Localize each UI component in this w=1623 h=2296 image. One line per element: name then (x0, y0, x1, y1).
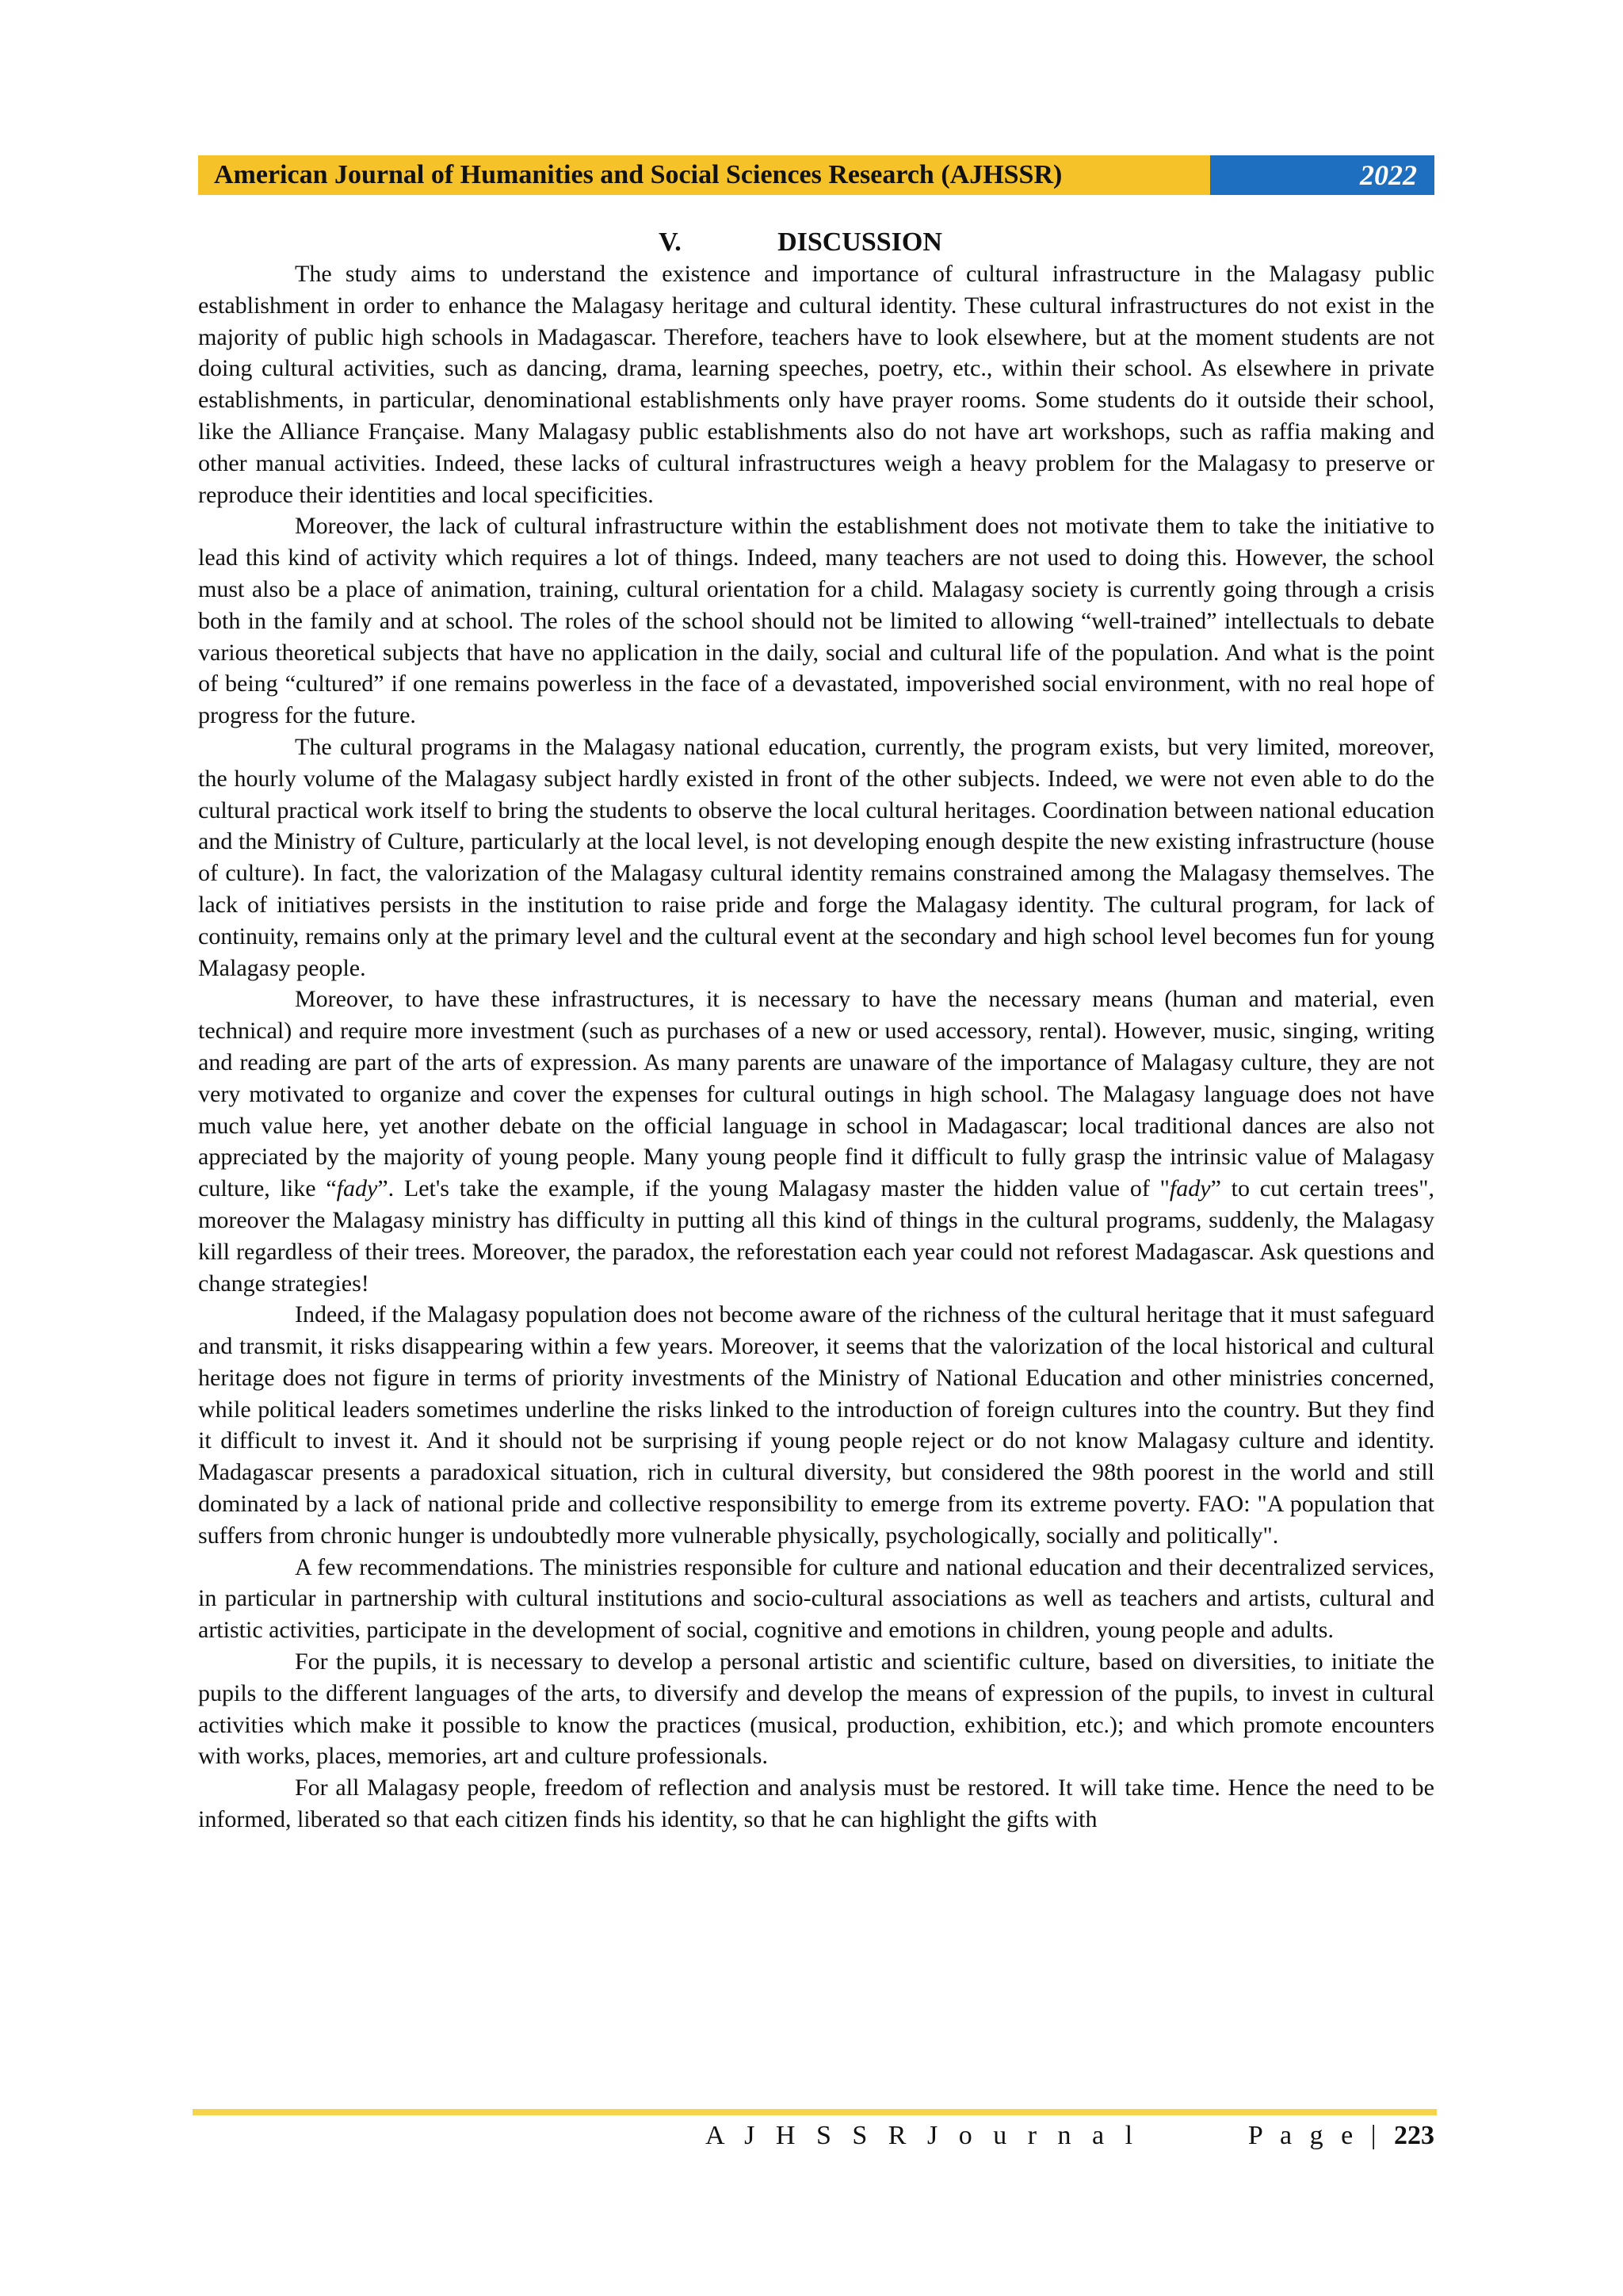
paragraph (198, 1772, 1434, 1836)
text-run: ” to cut certain trees", moreover the Malagasy ministry has difficulty in putting all this kind of things in the cultural programs, suddenly, the Malagasy kill regardless of their trees. Moreover, the paradox, the reforestation each year could not reforest Madagascar. Ask questions and change strategies! (198, 1175, 1434, 1297)
journal-year: 2022 (1210, 155, 1434, 195)
section-title: DISCUSSION (777, 227, 942, 257)
paragraph (198, 1646, 1434, 1772)
page-footer (198, 2121, 1434, 2160)
text-run: Moreover, to have these infrastructures, it is necessary to have the necessary means (human and material, even technical) and require more investment (such as purchases of a new or used accessory, rental). However, music, singing, writing and reading are part of the arts of expression. As many parents are unaware of the importance of Malagasy culture, they are not very motivated to organize and cover the expenses for cultural outings in high school. The Malagasy language does not have much value here, yet another debate on the official language in school in Madagascar; local traditional dances are also not appreciated by the majority of young people. Many young people find it difficult to fully grasp the intrinsic value of Malagasy culture, like “ (198, 986, 1434, 1202)
italic-term: fady (336, 1175, 378, 1202)
journal-header (198, 155, 1434, 195)
text-run: A few recommendations. The ministries responsible for culture and national education and their decentralized services, in particular in partnership with cultural institutions and socio-cultural associations as well as teachers and artists, cultural and artistic activities, participate in the development of social, cognitive and emotions in children, young people and adults. (198, 1553, 1434, 1644)
section-number: V. (659, 227, 682, 257)
section-heading (198, 227, 1434, 258)
paragraph (198, 1299, 1434, 1551)
paragraph (198, 258, 1434, 510)
paragraph (198, 984, 1434, 1299)
italic-term: fady (1169, 1175, 1211, 1202)
footer-page (1248, 2121, 1434, 2151)
text-run: Indeed, if the Malagasy population does not become aware of the richness of the cultural heritage that it must safeguard and transmit, it risks disappearing within a few years. Moreover, it seems that the valorization of the local historical and cultural heritage does not figure in terms of priority investments of the Ministry of National Education and other ministries concerned, while political leaders sometimes underline the risks linked to the introduction of foreign cultures into the country. But they find it difficult to invest it. And it should not be surprising if young people reject or do not know Malagasy culture and identity. Madagascar presents a paradoxical situation, rich in cultural diversity, but considered the 98th poorest in the world and still dominated by a lack of national pride and collective responsibility to emerge from its extreme poverty. FAO: "A population that suffers from chronic hunger is undoubtedly more vulnerable physically, psychologically, socially and politically". (198, 1301, 1434, 1549)
text-run: For the pupils, it is necessary to develop a personal artistic and scientific culture, based on diversities, to initiate the pupils to the different languages of the arts, to diversify and develop the means of expression of the pupils, to invest in cultural activities which make it possible to know the practices (musical, production, exhibition, etc.); and which promote encounters with works, places, memories, art and culture professionals. (198, 1648, 1434, 1770)
text-run: ”. Let's take the example, if the young Malagasy master the hidden value of " (377, 1175, 1170, 1202)
page-label: P a g e | (1247, 2121, 1394, 2150)
article-body (198, 227, 1434, 1836)
text-run: The cultural programs in the Malagasy national education, currently, the program exists, but very limited, moreover, the hourly volume of the Malagasy subject hardly existed in front of the other subjects. Indeed, we were not even able to do the cultural practical work itself to bring the students to observe the local cultural heritages. Coordination between national education and the Ministry of Culture, particularly at the local level, is not developing enough despite the new existing infrastructure (house of culture). In fact, the valorization of the Malagasy cultural identity remains constrained among the Malagasy themselves. The lack of initiatives persists in the institution to raise pride and forge the Malagasy identity. The cultural program, for lack of continuity, remains only at the primary level and the cultural event at the secondary and high school level becomes fun for young Malagasy people. (198, 733, 1434, 981)
text-run: Moreover, the lack of cultural infrastructure within the establishment does not motivate them to take the initiative to lead this kind of activity which requires a lot of things. Indeed, many teachers are not used to doing this. However, the school must also be a place of animation, training, cultural orientation for a child. Malagasy society is currently going through a crisis both in the family and at school. The roles of the school should not be limited to allowing “well-trained” intellectuals to debate various theoretical subjects that have no application in the daily, social and cultural life of the population. And what is the point of being “cultured” if one remains powerless in the face of a devastated, impoverished social environment, with no real hope of progress for the future. (198, 513, 1434, 729)
paragraph (198, 732, 1434, 984)
text-run: The study aims to understand the existence and importance of cultural infrastructure in the Malagasy public establishment in order to enhance the Malagasy heritage and cultural identity. These cultural infrastructures do not exist in the majority of public high schools in Madagascar. Therefore, teachers have to look elsewhere, but at the moment students are not doing cultural activities, such as dancing, drama, learning speeches, poetry, etc., within their school. As elsewhere in private establishments, in particular, denominational establishments only have prayer rooms. Some students do it outside their school, like the Alliance Française. Many Malagasy public establishments also do not have art workshops, such as raffia making and other manual activities. Indeed, these lacks of cultural infrastructures weigh a heavy problem for the Malagasy to preserve or reproduce their identities and local specificities. (198, 261, 1434, 508)
text-run: For all Malagasy people, freedom of reflection and analysis must be restored. It will take time. Hence the need to be informed, liberated so that each citizen finds his identity, so that he can highlight the gifts with (198, 1775, 1434, 1833)
paragraph (198, 510, 1434, 732)
paragraph (198, 1552, 1434, 1646)
journal-title: American Journal of Humanities and Social Sciences Research (AJHSSR) (198, 155, 1210, 195)
page-number: 223 (1394, 2121, 1434, 2150)
footer-divider (193, 2109, 1437, 2115)
footer-journal: A J H S S R J o u r n a l (705, 2121, 1140, 2150)
